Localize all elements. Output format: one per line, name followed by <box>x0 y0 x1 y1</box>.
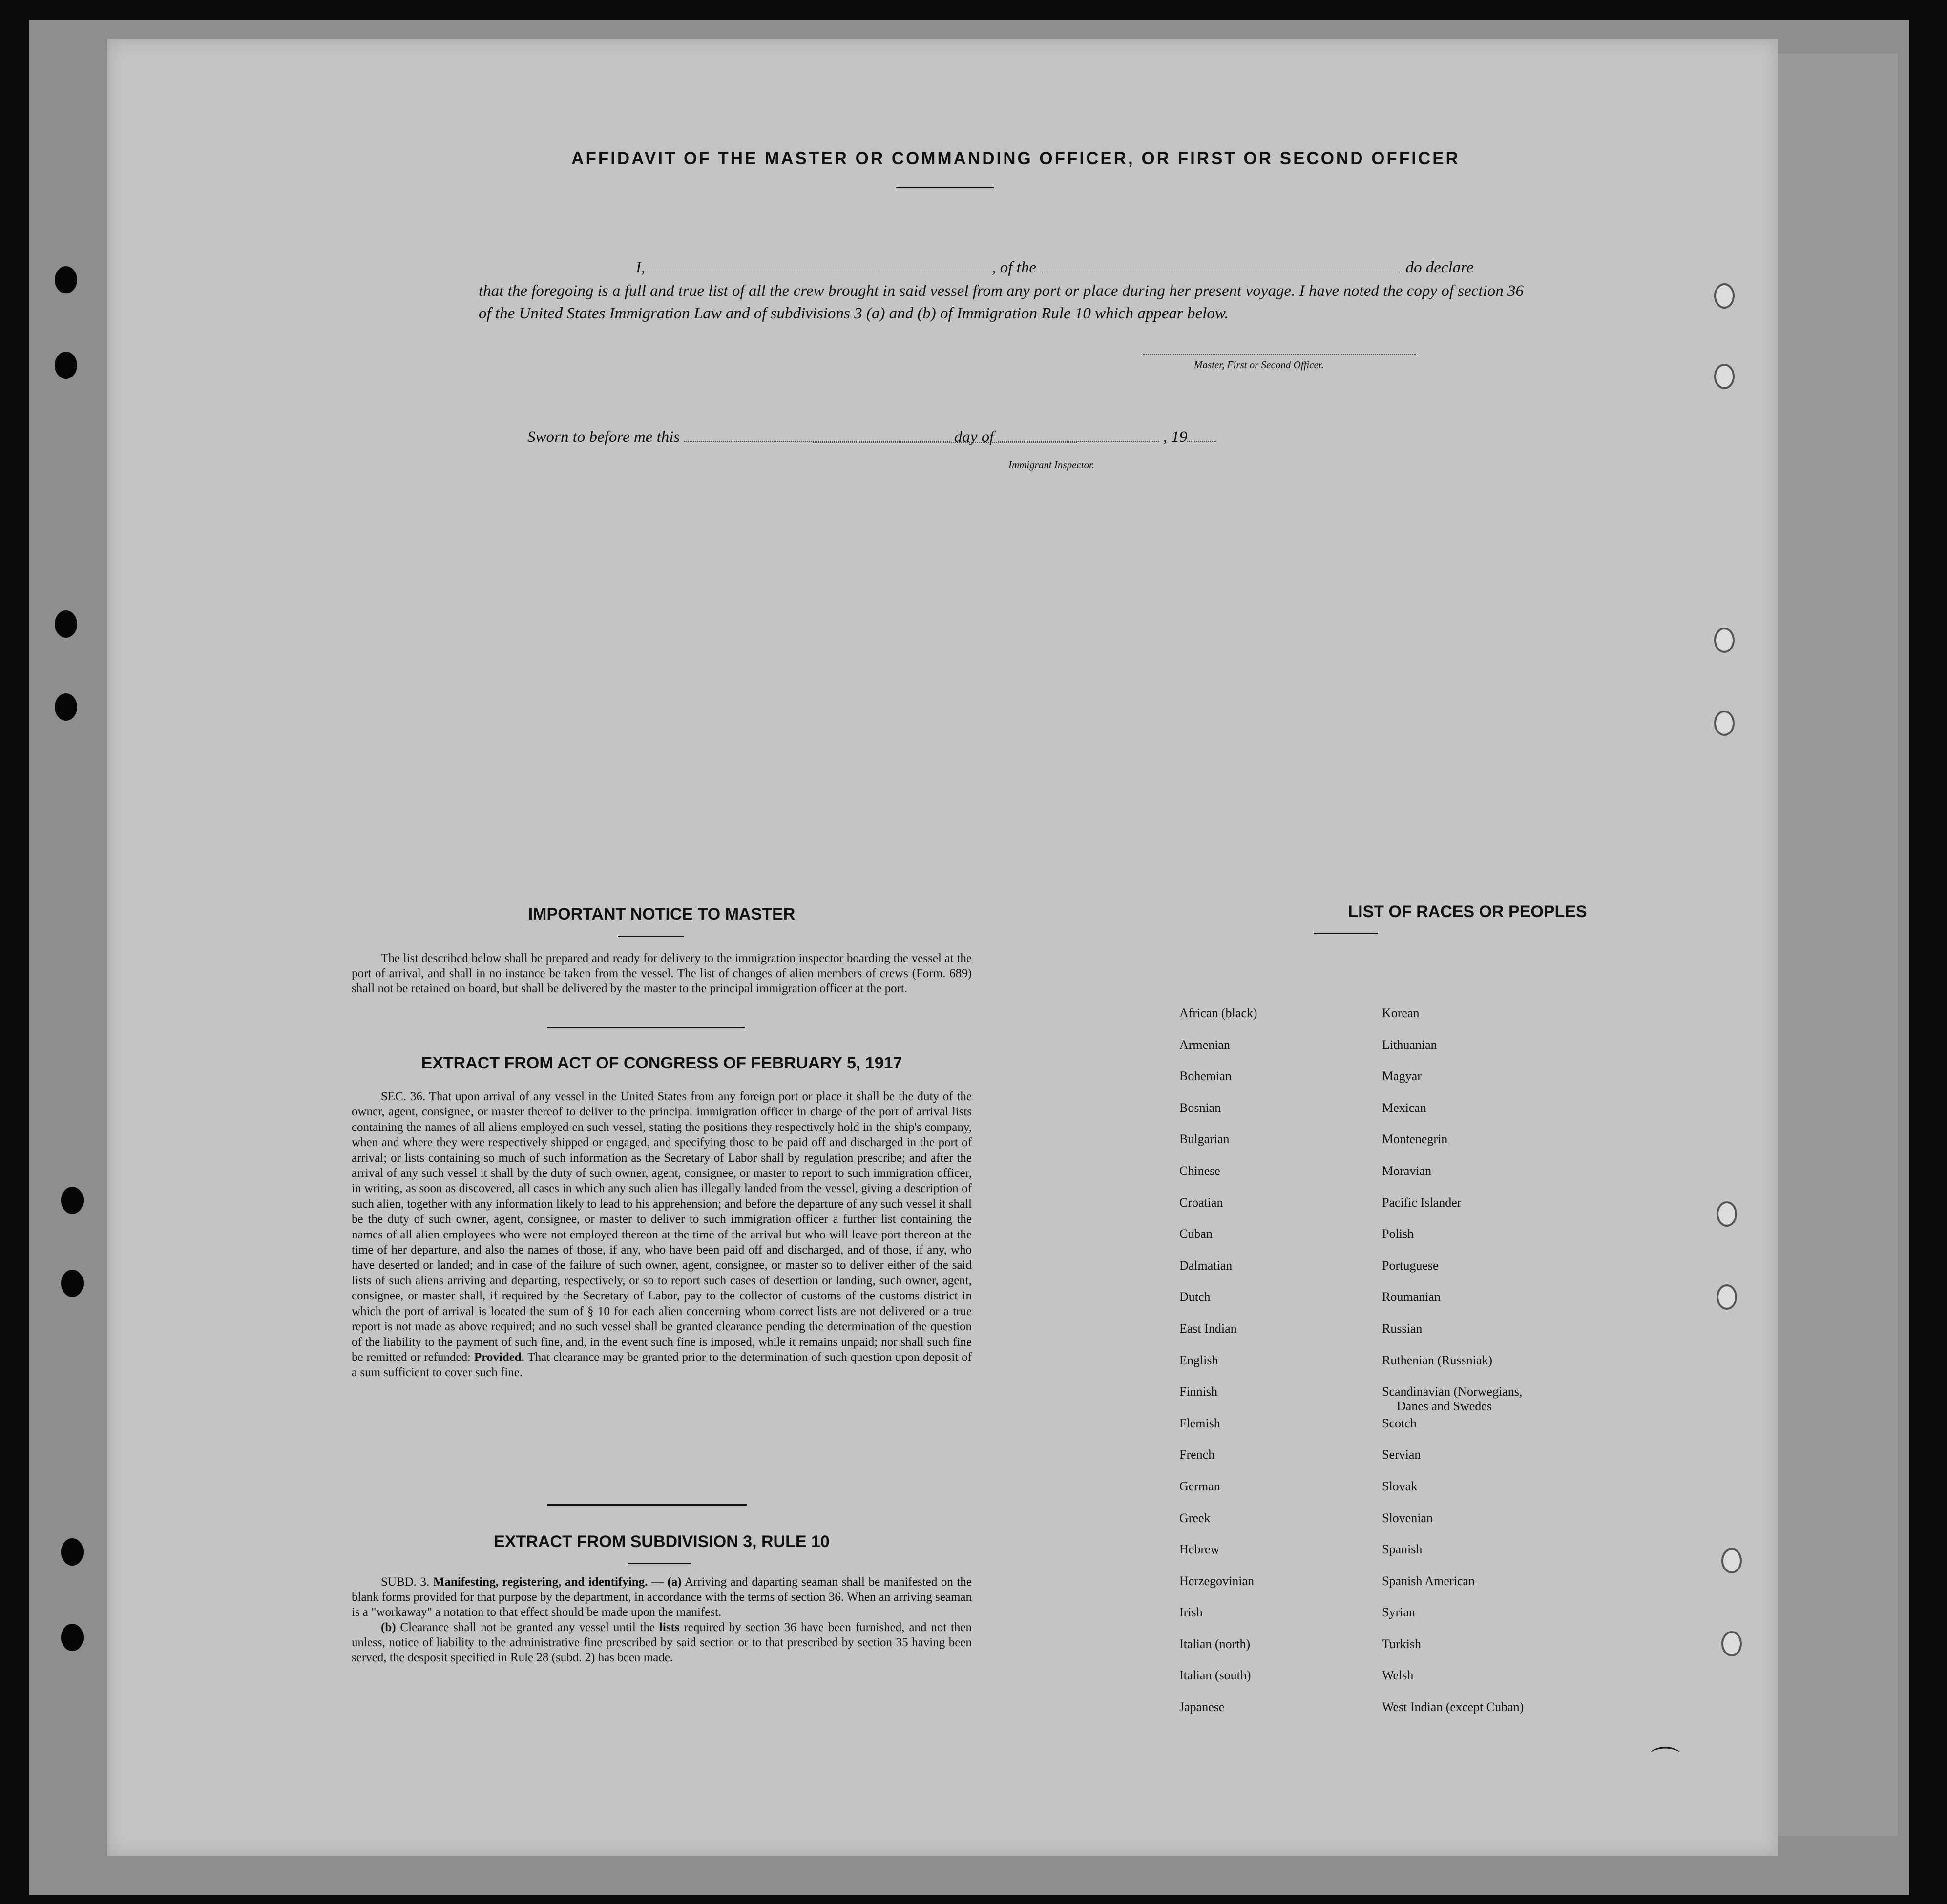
race-item: Turkish <box>1382 1636 1421 1651</box>
punch-hole <box>55 266 77 293</box>
officer-caption: Master, First or Second Officer. <box>1194 359 1324 371</box>
year-blank[interactable] <box>1187 427 1216 442</box>
race-item: Flemish <box>1179 1416 1220 1430</box>
notice-title-underline <box>618 936 684 937</box>
subd-b-marker: (b) <box>381 1621 396 1634</box>
race-item: Scotch <box>1382 1416 1417 1430</box>
race-item: Dalmatian <box>1179 1258 1233 1273</box>
race-item: Syrian <box>1382 1605 1415 1620</box>
rule-title-underline <box>628 1563 691 1564</box>
race-item: Lithuanian <box>1382 1037 1437 1052</box>
race-item: Mexican <box>1382 1100 1426 1115</box>
race-item: Irish <box>1179 1605 1203 1620</box>
races-right-column <box>1382 1006 1524 1732</box>
rule-extract-body <box>352 1574 972 1665</box>
subd-b-text <box>352 1620 972 1665</box>
race-item: Hebrew <box>1179 1542 1220 1557</box>
race-item: Moravian <box>1382 1163 1432 1178</box>
punch-hole <box>55 693 77 721</box>
race-item: English <box>1179 1353 1218 1367</box>
race-item: German <box>1179 1479 1220 1493</box>
race-item: Bohemian <box>1179 1069 1232 1084</box>
vessel-blank[interactable] <box>1040 257 1402 272</box>
race-item: Slovak <box>1382 1479 1418 1493</box>
race-item: Ruthenian (Russniak) <box>1382 1353 1493 1367</box>
race-item: West Indian (except Cuban) <box>1382 1700 1524 1715</box>
race-item: Bulgarian <box>1179 1132 1230 1147</box>
act-main-text: SEC. 36. That upon arrival of any vessel in the United States from any foreign port or place it shall be the duty of the owner, agent, consignee, or master thereof to deliver to the principal immigration officer in charge of the port of arrival lists containing the names of all aliens employed en such vessel, stating the positions they respectively hold in the ship's company, when and where they were respectively shipped or engaged, and specifying those to be paid off and discharged in the port of arrival; or lists containing so much of such information as the Secretary of Labor shall by regulation prescribe; and after the arrival of any such vessel it shall by the duty of such owner, agent, consignee, or master to report to such immigration officer, in writing, as soon as discovered, all cases in which any such alien has illegally landed from the vessel, giving a description of such alien, together with any information likely to lead to his apprehension; and before the departure of any such vessel it shall be the duty of such owner, agent, consignee, or master to deliver to such immigration officer a further list containing the names of all alien employees who were not employed thereon at the time of the arrival but who will leave port thereon at the time of her departure, and also the names of those, if any, who have been paid off and discharged, and of those, if any, who have deserted or landed; and in case of the failure of such owner, agent, consignee, or master so to deliver either of the said lists of such aliens arriving and departing, respectively, or so to report such cases of desertion or landing, such owner, agent, consignee, or master shall, if required by the Secretary of Labor, pay to the collector of customs of the customs district in which the port of arrival is located the sum of § 10 for each alien concerning whom correct lists are not delivered or a true report is not made as above required; and no such vessel shall be granted clearance pending the determination of the question of the liability to the payment of such fine, and, in the event such fine is imposed, while it remains unpaid; nor shall such fine be remitted or refunded: <box>352 1090 972 1364</box>
race-item: Roumanian <box>1382 1290 1441 1304</box>
race-item: Scandinavian (Norwegians, <box>1382 1384 1523 1399</box>
race-item: Cuban <box>1179 1227 1213 1241</box>
notice-title: IMPORTANT NOTICE TO MASTER <box>528 905 796 923</box>
race-item: Welsh <box>1382 1668 1414 1683</box>
punch-hole <box>1717 1201 1737 1227</box>
subd-b-body-1: Clearance shall not be granted any vessel until the <box>400 1621 655 1634</box>
race-item: Spanish <box>1382 1542 1423 1557</box>
race-item: African (black) <box>1179 1006 1257 1020</box>
act-extract-body <box>352 1089 972 1381</box>
race-item: Greek <box>1179 1510 1211 1525</box>
sworn-prefix: Sworn to before me this <box>527 428 680 446</box>
affidavit-text: that the foregoing is a full and true list of all the crew brought in said vessel from any port or place during her present voyage. I have noted the copy of section 36 of the United States Immigration Law and of subdivisions 3 (a) and (b) of Immigration Rule 10 which appear below. <box>479 282 1524 322</box>
sworn-day-blank[interactable] <box>684 427 950 442</box>
punch-hole <box>1714 711 1735 736</box>
sworn-month-blank[interactable] <box>998 427 1159 442</box>
act-end-text: That clearance may be granted prior to the determination of such question upon deposit of a sum sufficient to cover such fine. <box>352 1350 972 1380</box>
race-item: Korean <box>1382 1006 1420 1020</box>
subd-prefix: SUBD. 3. <box>381 1575 430 1589</box>
inspector-caption: Immigrant Inspector. <box>1008 459 1095 471</box>
race-item: Dutch <box>1179 1290 1211 1304</box>
provided-label: Provided. <box>474 1350 524 1364</box>
notice-divider <box>547 1027 745 1028</box>
punch-hole <box>1721 1631 1742 1656</box>
title-divider <box>896 187 994 188</box>
races-title-underline <box>1314 933 1378 934</box>
race-item: Armenian <box>1179 1037 1230 1052</box>
race-item: Bosnian <box>1179 1100 1221 1115</box>
race-item: Croatian <box>1179 1195 1223 1210</box>
punch-hole <box>61 1538 84 1566</box>
race-item: Slovenian <box>1382 1510 1433 1525</box>
subd-a-text <box>352 1574 972 1620</box>
races-title: LIST OF RACES OR PEOPLES <box>1348 902 1587 921</box>
notice-text: The list described below shall be prepared and ready for delivery to the immigration inspector boarding the vessel at the port of arrival, and shall in no instance be taken from the vessel. The list of changes of alien members of crews (Form. 689) shall not be retained on board, but shall be delivered by the master to the principal immigration officer at the port. <box>352 952 972 995</box>
punch-hole <box>1717 1284 1737 1310</box>
punch-hole <box>1714 364 1735 389</box>
punch-hole <box>1714 283 1735 309</box>
do-declare-label: do declare <box>1405 259 1474 276</box>
sworn-line <box>527 427 1216 446</box>
race-item: Montenegrin <box>1382 1132 1448 1147</box>
race-item: Chinese <box>1179 1163 1220 1178</box>
form-page <box>107 39 1778 1856</box>
subd-b-lists: lists <box>659 1621 680 1634</box>
races-left-column <box>1179 1006 1257 1732</box>
affidavit-title: AFFIDAVIT OF THE MASTER OR COMMANDING OFFICER, OR FIRST OR SECOND OFFICER <box>571 149 1460 168</box>
race-item: Servian <box>1382 1447 1421 1462</box>
punch-hole <box>1721 1548 1742 1573</box>
act-text <box>352 1089 972 1381</box>
rule-extract-title: EXTRACT FROM SUBDIVISION 3, RULE 10 <box>494 1532 830 1551</box>
punch-hole <box>55 352 77 379</box>
subd-a-marker: — (a) <box>651 1575 682 1589</box>
punch-hole <box>61 1270 84 1297</box>
race-item: Russian <box>1382 1321 1423 1336</box>
notice-body <box>352 951 972 996</box>
race-item: Pacific Islander <box>1382 1195 1462 1210</box>
year-label: , 19 <box>1163 428 1188 446</box>
punch-hole <box>61 1624 84 1651</box>
inspector-signature-line[interactable] <box>813 442 1077 443</box>
name-blank[interactable] <box>645 257 992 272</box>
day-of-label: day of <box>954 428 994 446</box>
race-item: Spanish American <box>1382 1573 1475 1588</box>
race-item: French <box>1179 1447 1215 1462</box>
act-divider <box>547 1504 747 1506</box>
race-item: Japanese <box>1179 1700 1225 1715</box>
race-item: Finnish <box>1179 1384 1218 1399</box>
race-item: Herzegovinian <box>1179 1573 1255 1588</box>
punch-hole <box>61 1187 84 1214</box>
subd-a-body: Arriving and daparting seaman shall be manifested on the blank forms provided for that purpose by the department, in accordance with the terms of section 36. When an arriving seaman is a "workaway" a notation to that effect should be made upon the manifest. <box>352 1575 972 1619</box>
of-the-label: , of the <box>992 259 1036 276</box>
race-item: Italian (north) <box>1179 1636 1251 1651</box>
punch-hole <box>1714 628 1735 653</box>
subd-heading: Manifesting, registering, and identifying. <box>433 1575 648 1589</box>
officer-signature-line[interactable] <box>1143 354 1416 355</box>
punch-hole <box>55 610 77 638</box>
race-item: Italian (south) <box>1179 1668 1251 1683</box>
race-item: Portuguese <box>1382 1258 1439 1273</box>
race-item: East Indian <box>1179 1321 1237 1336</box>
page-corner-mark: ⌒ <box>1651 1746 1680 1778</box>
affidavit-first-line <box>479 256 1524 279</box>
race-item: Danes and Swedes <box>1397 1399 1492 1414</box>
act-extract-title: EXTRACT FROM ACT OF CONGRESS OF FEBRUARY 5, 1917 <box>421 1054 902 1072</box>
i-label: I, <box>636 259 646 276</box>
subd-b-body-2: required by section 36 have been furnished, and not then unless, notice of liability to the administrative fine prescribed by said section or to that prescribed by section 35 having been served, the desposit specified in Rule 28 (subd. 2) has been made. <box>352 1621 972 1664</box>
race-item: Polish <box>1382 1227 1414 1241</box>
race-item: Magyar <box>1382 1069 1422 1084</box>
